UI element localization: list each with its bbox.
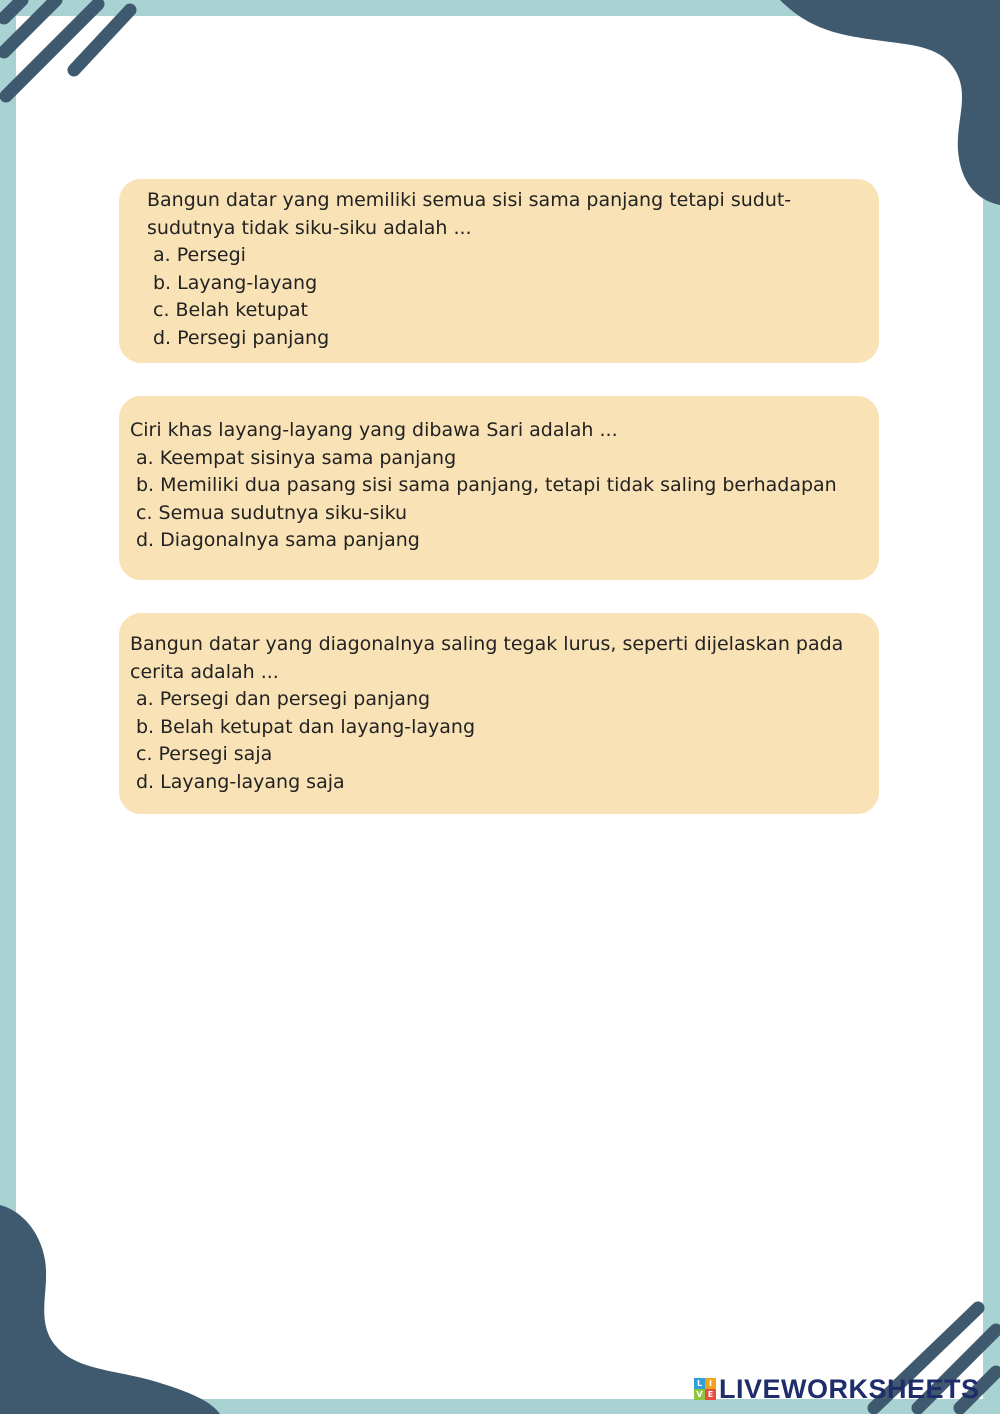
answer-option-b[interactable]: b. Layang-layang <box>153 271 318 294</box>
answer-option-c[interactable]: c. Belah ketupat <box>153 299 308 322</box>
question-prompt-line: cerita adalah ... <box>130 660 279 683</box>
bottom-left-blob <box>0 1205 230 1414</box>
answer-option-c[interactable]: c. Semua sudutnya siku-siku <box>136 501 408 524</box>
answer-option-b[interactable]: b. Belah ketupat dan layang-layang <box>136 715 476 738</box>
logo-letter-i: I <box>705 1378 716 1389</box>
answer-option-b[interactable]: b. Memiliki dua pasang sisi sama panjang, tetapi tidak saling berhadapan <box>136 474 837 497</box>
question-card-1 <box>119 179 879 363</box>
question-prompt: Ciri khas layang-layang yang dibawa Sari adalah ... <box>130 419 618 441</box>
question-prompt-line: Bangun datar yang memiliki semua sisi sama panjang tetapi sudut- <box>147 189 792 211</box>
top-left-brush-strokes <box>0 0 150 110</box>
question-prompt-line: sudutnya tidak siku-siku adalah ... <box>147 216 472 239</box>
logo-letter-v: V <box>694 1389 705 1400</box>
question-card-2 <box>119 396 879 580</box>
logo-letter-e: E <box>705 1389 716 1400</box>
answer-option-d[interactable]: d. Diagonalnya sama panjang <box>136 529 420 552</box>
answer-option-d[interactable]: d. Persegi panjang <box>153 326 330 349</box>
answer-option-d[interactable]: d. Layang-layang saja <box>136 770 345 793</box>
liveworksheets-wordmark: LIVEWORKSHEETS <box>719 1373 980 1404</box>
answer-option-a[interactable]: a. Persegi dan persegi panjang <box>136 688 431 711</box>
logo-letter-l: L <box>694 1378 705 1389</box>
liveworksheets-logo <box>694 1375 980 1403</box>
answer-option-a[interactable]: a. Persegi <box>153 244 246 267</box>
question-prompt-line: Bangun datar yang diagonalnya saling tegak lurus, seperti dijelaskan pada <box>130 633 844 655</box>
answer-option-a[interactable]: a. Keempat sisinya sama panjang <box>136 446 457 469</box>
liveworksheets-logo-icon <box>694 1378 716 1400</box>
question-card-3 <box>119 613 879 814</box>
answer-option-c[interactable]: c. Persegi saja <box>136 743 273 766</box>
